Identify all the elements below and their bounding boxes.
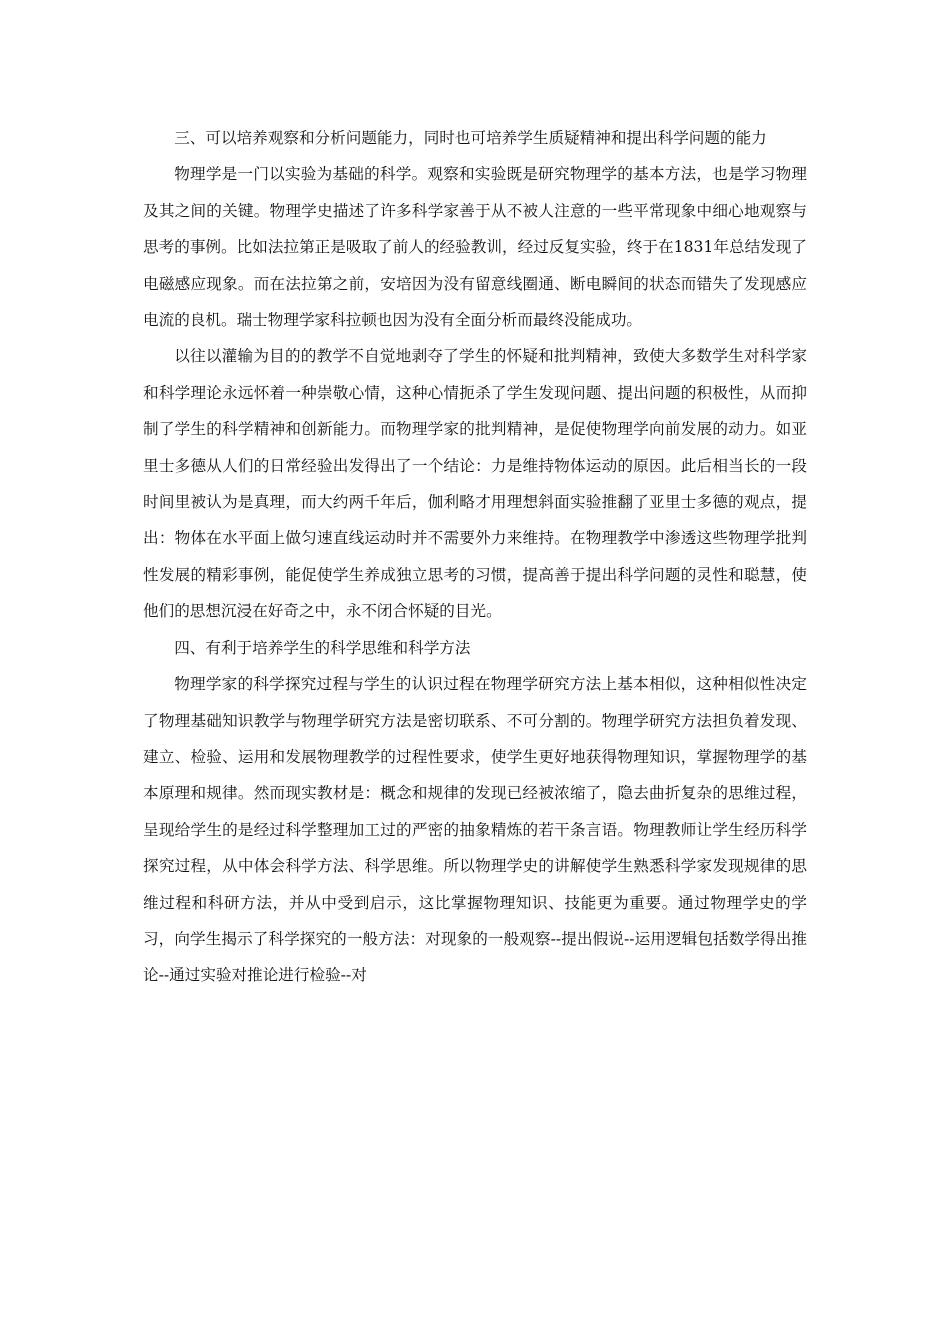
document-body [143, 120, 807, 994]
body-paragraph-critical-spirit: 以往以灌输为目的的教学不自觉地剥夺了学生的怀疑和批判精神，致使大多数学生对科学家和科学理论永远怀着一种崇敬心情，这种心情扼杀了学生发现问题、提出问题的积极性，从而抑制了学生的科学精神和创新能力。而物理学家的批判精神，是促使物理学向前发展的动力。如亚里士多德从人们的日常经验出发得出了一个结论：力是维持物体运动的原因。此后相当长的一段时间里被认为是真理，而大约两千年后，伽利略才用理想斜面实验推翻了亚里士多德的观点，提出：物体在水平面上做匀速直线运动时并不需要外力来维持。在物理教学中渗透这些物理学批判性发展的精彩事例，能促使学生养成独立思考的习惯，提高善于提出科学问题的灵性和聪慧，使他们的思想沉浸在好奇之中，永不闭合怀疑的目光。 [143, 347, 807, 621]
section-heading-four: 四、有利于培养学生的科学思维和科学方法 [174, 638, 471, 657]
body-paragraph-observation: 物理学是一门以实验为基础的科学。观察和实验既是研究物理学的基本方法，也是学习物理及其之间的关键。物理学史描述了许多科学家善于从不被人注意的一些平常现象中细心地观察与思考的事例。比如法拉第正是吸取了前人的经验教训，经过反复实验，终于在1831年总结发现了电磁感应现象。而在法拉第之前，安培因为没有留意线圈通、断电瞬间的状态而错失了发现感应电流的良机。瑞士物理学家科拉顿也因为没有全面分析而最终没能成功。 [143, 165, 807, 330]
section-heading-three: 三、可以培养观察和分析问题能力，同时也可培养学生质疑精神和提出科学问题的能力 [174, 129, 767, 147]
body-paragraph-scientific-method: 物理学家的科学探究过程与学生的认识过程在物理学研究方法上基本相似，这种相似性决定了物理基础知识教学与物理学研究方法是密切联系、不可分割的。物理学研究方法担负着发现、建立、检验、运用和发展物理教学的过程性要求，使学生更好地获得物理知识，掌握物理学的基本原理和规律。然而现实教材是：概念和规律的发现已经被浓缩了，隐去曲折复杂的思维过程，呈现给学生的是经过科学整理加工过的严密的抽象精炼的若干条言语。物理教师让学生经历科学探究过程，从中体会科学方法、科学思维。所以物理学史的讲解使学生熟悉科学家发现规律的思维过程和科研方法，并从中受到启示，这比掌握物理知识、技能更为重要。通过物理学史的学习，向学生揭示了科学探究的一般方法：对现象的一般观察--提出假说--运用逻辑包括数学得出推论--通过实验对推论进行检验--对 [143, 675, 807, 985]
